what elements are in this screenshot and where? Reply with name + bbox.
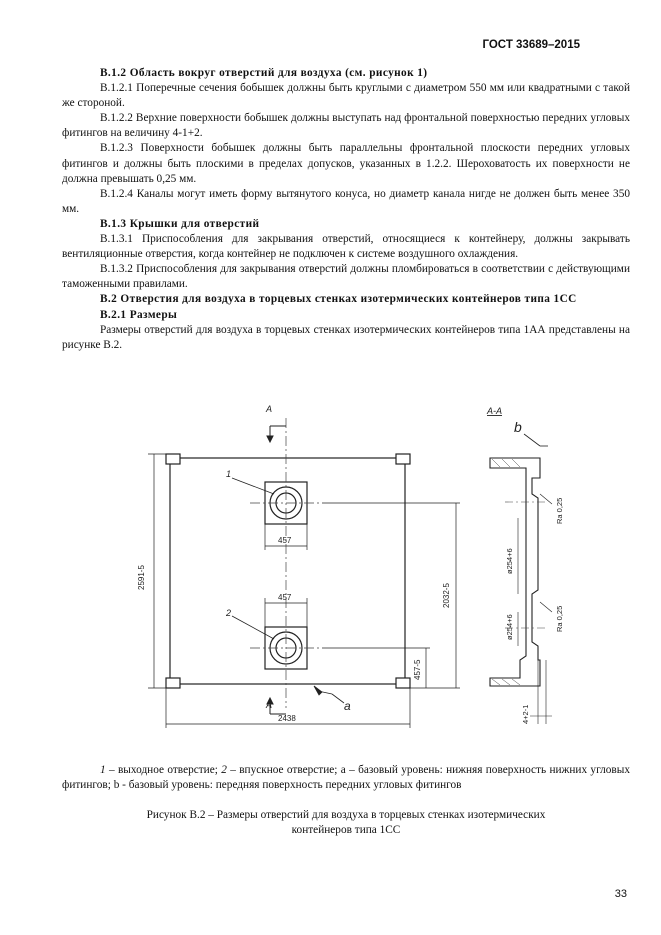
figure-legend bbox=[62, 763, 630, 793]
section-profile bbox=[490, 458, 540, 686]
legend-item-1: 1 bbox=[100, 764, 106, 776]
label-base-level-a: a bbox=[344, 699, 351, 713]
para-b-1-2-4: В.1.2.4 Каналы могут иметь форму вытянутого конуса, но диаметр канала нигде не должен быть менее 350 мм. bbox=[62, 187, 630, 215]
para-b-1-2-1: В.1.2.1 Поперечные сечения бобышек должны быть круглыми с диаметром 550 мм или квадратными с такой же стороной. bbox=[62, 82, 630, 110]
figure-caption bbox=[62, 808, 630, 838]
legend-text bbox=[62, 763, 630, 793]
corner-fitting-bottom-left bbox=[166, 678, 180, 688]
section-label: А-А bbox=[487, 406, 503, 416]
figure-b2-drawing bbox=[100, 398, 570, 728]
caption-line-2: контейнеров типа 1СС bbox=[291, 824, 401, 837]
legend-item-1-text: – выходное отверстие; bbox=[105, 764, 222, 776]
standard-designation: ГОСТ 33689–2015 bbox=[482, 39, 580, 51]
para-b-1-3-1: В.1.3.1 Приспособления для закрывания отверстий, относящиеся к контейнеру, должны закрывать вентиляционные отверстия, когда контейнер не подключен к системе воздушного охлаждения. bbox=[62, 233, 630, 261]
body-text bbox=[62, 66, 630, 353]
dim-overall-width: 2438 bbox=[278, 714, 296, 723]
label-outlet-number: 1 bbox=[226, 469, 232, 479]
label-inlet-number: 2 bbox=[226, 608, 232, 618]
para-b-1-2-2: В.1.2.2 Верхние поверхности бобышек должны выступать над фронтальной поверхностью передних угловых фитингов на величину 4-1+2. bbox=[62, 112, 630, 140]
roughness-bottom: Ra 0,25 bbox=[555, 605, 564, 632]
dim-boss-width-upper: 457 bbox=[278, 536, 292, 545]
dim-diameter-bottom: ø254+6 bbox=[505, 614, 514, 640]
caption-line-1: Рисунок В.2 – Размеры отверстий для воздуха в торцевых стенках изотермических bbox=[146, 809, 546, 821]
label-base-level-b: b bbox=[514, 419, 522, 435]
roughness-top: Ra 0,25 bbox=[555, 497, 564, 524]
para-b-1-2-3: В.1.2.3 Поверхности бобышек должны быть параллельны фронтальной плоскости передних угловых фитингов и должны быть плоскими в пределах допусков, указанных в 1.2.2. Шероховатость их поверхности не должна превышать 0,25 мм. bbox=[62, 142, 630, 185]
page-number: 33 bbox=[614, 888, 627, 900]
dim-overall-height: 2591-5 bbox=[137, 565, 146, 590]
end-wall-outline bbox=[170, 458, 405, 684]
technical-drawing bbox=[100, 398, 570, 728]
cut-label-bottom: А bbox=[266, 700, 273, 710]
para-b-1-3-2: В.1.3.2 Приспособления для закрывания отверстий должны пломбироваться в соответствии с действующими таможенными правилами. bbox=[62, 263, 630, 291]
dim-boss-width-lower: 457 bbox=[278, 593, 292, 602]
legend-item-2-text: – впускное отверстие; a – базовый уровень: нижняя поверхность нижних угловых фитингов; b - базовый уровень: передняя поверхность передних угловых фитингов bbox=[62, 764, 630, 792]
heading-b-1-3: В.1.3 Крышки для отверстий bbox=[100, 217, 260, 230]
dim-inner-height: 2032-5 bbox=[442, 583, 451, 608]
dim-diameter-top: ø254+6 bbox=[505, 548, 514, 574]
para-b-2-1: Размеры отверстий для воздуха в торцевых стенках изотермических контейнеров типа 1АА представлены на рисунке В.2. bbox=[62, 323, 630, 351]
dim-protrusion: 4+2-1 bbox=[521, 704, 530, 724]
heading-b-1-2: В.1.2 Область вокруг отверстий для воздуха (см. рисунок 1) bbox=[100, 67, 428, 79]
cut-label-top: А bbox=[266, 404, 273, 414]
corner-fitting-top-right bbox=[396, 454, 410, 464]
corner-fitting-top-left bbox=[166, 454, 180, 464]
heading-b-2-1: В.2.1 Размеры bbox=[100, 308, 178, 321]
legend-item-2: 2 bbox=[221, 764, 227, 776]
corner-fitting-bottom-right bbox=[396, 678, 410, 688]
heading-b-2: В.2 Отверстия для воздуха в торцевых стенках изотермических контейнеров типа 1СС bbox=[100, 293, 577, 306]
dim-bottom-offset: 457-5 bbox=[413, 659, 422, 680]
